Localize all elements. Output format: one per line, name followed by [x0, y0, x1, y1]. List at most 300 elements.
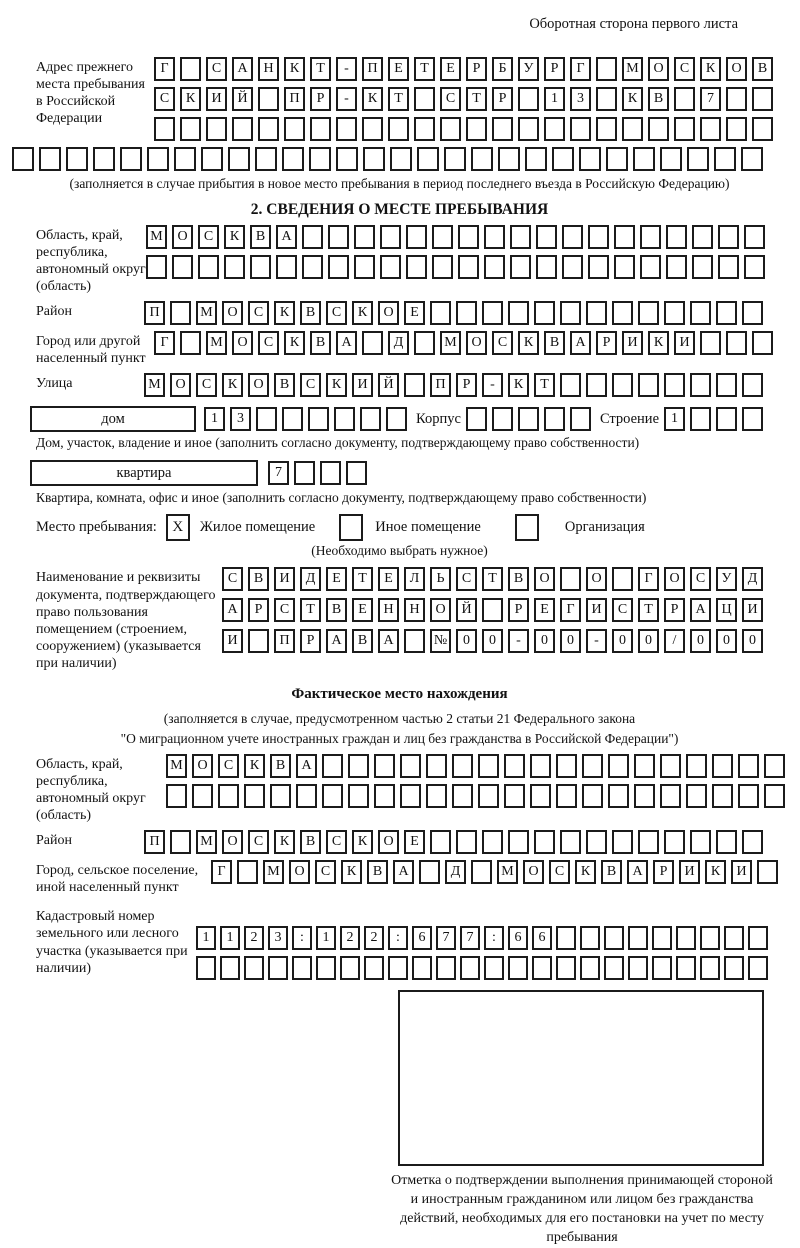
- char-cell[interactable]: Й: [378, 373, 399, 397]
- char-cell[interactable]: 2: [340, 926, 360, 950]
- char-cell[interactable]: И: [731, 860, 752, 884]
- char-cell[interactable]: [309, 147, 331, 171]
- char-cell[interactable]: [588, 255, 609, 279]
- residence-checkbox-inoe[interactable]: [339, 514, 363, 541]
- char-cell[interactable]: [426, 754, 447, 778]
- char-cell[interactable]: [674, 87, 695, 111]
- char-cell[interactable]: Р: [310, 87, 331, 111]
- char-cell[interactable]: Р: [300, 629, 321, 653]
- char-cell[interactable]: [530, 754, 551, 778]
- char-cell[interactable]: К: [180, 87, 201, 111]
- char-cell[interactable]: [180, 57, 201, 81]
- char-cell[interactable]: В: [352, 629, 373, 653]
- char-cell[interactable]: [628, 926, 648, 950]
- char-cell[interactable]: [276, 255, 297, 279]
- char-cell[interactable]: [596, 87, 617, 111]
- char-cell[interactable]: [166, 784, 187, 808]
- char-cell[interactable]: [640, 225, 661, 249]
- char-cell[interactable]: Л: [404, 567, 425, 591]
- char-cell[interactable]: С: [196, 373, 217, 397]
- char-cell[interactable]: В: [270, 754, 291, 778]
- char-cell[interactable]: И: [622, 331, 643, 355]
- char-cell[interactable]: [556, 956, 576, 980]
- char-cell[interactable]: [456, 830, 477, 854]
- char-cell[interactable]: С: [222, 567, 243, 591]
- char-cell[interactable]: Е: [404, 830, 425, 854]
- char-cell[interactable]: [562, 255, 583, 279]
- char-cell[interactable]: [206, 117, 227, 141]
- char-cell[interactable]: К: [362, 87, 383, 111]
- char-cell[interactable]: С: [326, 830, 347, 854]
- char-cell[interactable]: [250, 255, 271, 279]
- char-cell[interactable]: [456, 301, 477, 325]
- char-cell[interactable]: [634, 754, 655, 778]
- char-cell[interactable]: [482, 301, 503, 325]
- char-cell[interactable]: Е: [378, 567, 399, 591]
- char-cell[interactable]: О: [289, 860, 310, 884]
- char-cell[interactable]: О: [248, 373, 269, 397]
- char-cell[interactable]: 7: [268, 461, 289, 485]
- char-cell[interactable]: 7: [460, 926, 480, 950]
- char-cell[interactable]: С: [674, 57, 695, 81]
- char-cell[interactable]: Т: [466, 87, 487, 111]
- char-cell[interactable]: /: [664, 629, 685, 653]
- char-cell[interactable]: С: [274, 598, 295, 622]
- char-cell[interactable]: [518, 407, 539, 431]
- char-cell[interactable]: [484, 255, 505, 279]
- char-cell[interactable]: В: [274, 373, 295, 397]
- char-cell[interactable]: 1: [204, 407, 225, 431]
- char-cell[interactable]: [220, 956, 240, 980]
- char-cell[interactable]: [340, 956, 360, 980]
- char-cell[interactable]: [508, 301, 529, 325]
- char-cell[interactable]: -: [586, 629, 607, 653]
- char-cell[interactable]: К: [284, 331, 305, 355]
- char-cell[interactable]: О: [586, 567, 607, 591]
- char-cell[interactable]: Д: [742, 567, 763, 591]
- char-cell[interactable]: [224, 255, 245, 279]
- char-cell[interactable]: В: [601, 860, 622, 884]
- char-cell[interactable]: [284, 117, 305, 141]
- char-cell[interactable]: А: [690, 598, 711, 622]
- char-cell[interactable]: [400, 754, 421, 778]
- char-cell[interactable]: [552, 147, 574, 171]
- char-cell[interactable]: С: [198, 225, 219, 249]
- char-cell[interactable]: Р: [508, 598, 529, 622]
- char-cell[interactable]: П: [144, 301, 165, 325]
- char-cell[interactable]: [752, 117, 773, 141]
- char-cell[interactable]: [614, 225, 635, 249]
- char-cell[interactable]: [322, 784, 343, 808]
- char-cell[interactable]: [302, 225, 323, 249]
- char-cell[interactable]: В: [752, 57, 773, 81]
- char-cell[interactable]: [354, 225, 375, 249]
- char-cell[interactable]: 7: [700, 87, 721, 111]
- char-cell[interactable]: К: [518, 331, 539, 355]
- char-cell[interactable]: [534, 301, 555, 325]
- char-cell[interactable]: [660, 784, 681, 808]
- char-cell[interactable]: 0: [560, 629, 581, 653]
- char-cell[interactable]: [484, 225, 505, 249]
- char-cell[interactable]: [282, 407, 303, 431]
- char-cell[interactable]: [308, 407, 329, 431]
- char-cell[interactable]: [614, 255, 635, 279]
- char-cell[interactable]: [458, 225, 479, 249]
- char-cell[interactable]: [718, 255, 739, 279]
- char-cell[interactable]: К: [274, 830, 295, 854]
- char-cell[interactable]: [534, 830, 555, 854]
- char-cell[interactable]: А: [393, 860, 414, 884]
- char-cell[interactable]: [690, 373, 711, 397]
- char-cell[interactable]: К: [224, 225, 245, 249]
- char-cell[interactable]: [752, 331, 773, 355]
- char-cell[interactable]: [482, 598, 503, 622]
- char-cell[interactable]: [360, 407, 381, 431]
- char-cell[interactable]: [686, 754, 707, 778]
- char-cell[interactable]: [336, 147, 358, 171]
- char-cell[interactable]: [458, 255, 479, 279]
- char-cell[interactable]: О: [664, 567, 685, 591]
- char-cell[interactable]: С: [218, 754, 239, 778]
- char-cell[interactable]: [400, 784, 421, 808]
- char-cell[interactable]: 1: [220, 926, 240, 950]
- char-cell[interactable]: М: [146, 225, 167, 249]
- char-cell[interactable]: 3: [230, 407, 251, 431]
- char-cell[interactable]: В: [326, 598, 347, 622]
- char-cell[interactable]: [404, 629, 425, 653]
- char-cell[interactable]: П: [430, 373, 451, 397]
- char-cell[interactable]: -: [508, 629, 529, 653]
- char-cell[interactable]: 1: [544, 87, 565, 111]
- char-cell[interactable]: [718, 225, 739, 249]
- char-cell[interactable]: И: [674, 331, 695, 355]
- char-cell[interactable]: П: [284, 87, 305, 111]
- char-cell[interactable]: [328, 255, 349, 279]
- residence-checkbox-zhiloe[interactable]: X: [166, 514, 190, 541]
- char-cell[interactable]: [510, 225, 531, 249]
- char-cell[interactable]: В: [648, 87, 669, 111]
- char-cell[interactable]: [596, 57, 617, 81]
- char-cell[interactable]: [562, 225, 583, 249]
- char-cell[interactable]: 1: [316, 926, 336, 950]
- char-cell[interactable]: [232, 117, 253, 141]
- char-cell[interactable]: В: [300, 301, 321, 325]
- char-cell[interactable]: [414, 331, 435, 355]
- char-cell[interactable]: Е: [388, 57, 409, 81]
- char-cell[interactable]: [492, 407, 513, 431]
- char-cell[interactable]: Г: [638, 567, 659, 591]
- char-cell[interactable]: [244, 784, 265, 808]
- char-cell[interactable]: В: [250, 225, 271, 249]
- char-cell[interactable]: [676, 956, 696, 980]
- char-cell[interactable]: [388, 956, 408, 980]
- char-cell[interactable]: С: [315, 860, 336, 884]
- char-cell[interactable]: Н: [378, 598, 399, 622]
- char-cell[interactable]: [652, 926, 672, 950]
- char-cell[interactable]: [716, 301, 737, 325]
- char-cell[interactable]: В: [367, 860, 388, 884]
- char-cell[interactable]: [320, 461, 341, 485]
- char-cell[interactable]: [510, 255, 531, 279]
- char-cell[interactable]: [492, 117, 513, 141]
- char-cell[interactable]: У: [518, 57, 539, 81]
- char-cell[interactable]: В: [300, 830, 321, 854]
- char-cell[interactable]: [426, 784, 447, 808]
- char-cell[interactable]: Т: [482, 567, 503, 591]
- char-cell[interactable]: С: [440, 87, 461, 111]
- residence-checkbox-org[interactable]: [515, 514, 539, 541]
- char-cell[interactable]: [504, 784, 525, 808]
- char-cell[interactable]: К: [222, 373, 243, 397]
- char-cell[interactable]: А: [276, 225, 297, 249]
- char-cell[interactable]: [726, 331, 747, 355]
- char-cell[interactable]: [147, 147, 169, 171]
- char-cell[interactable]: [660, 147, 682, 171]
- char-cell[interactable]: И: [206, 87, 227, 111]
- char-cell[interactable]: [270, 784, 291, 808]
- char-cell[interactable]: К: [648, 331, 669, 355]
- char-cell[interactable]: [582, 754, 603, 778]
- char-cell[interactable]: М: [196, 301, 217, 325]
- char-cell[interactable]: [518, 117, 539, 141]
- char-cell[interactable]: М: [622, 57, 643, 81]
- char-cell[interactable]: [466, 407, 487, 431]
- char-cell[interactable]: [268, 956, 288, 980]
- char-cell[interactable]: №: [430, 629, 451, 653]
- char-cell[interactable]: К: [284, 57, 305, 81]
- char-cell[interactable]: [712, 754, 733, 778]
- char-cell[interactable]: [336, 117, 357, 141]
- char-cell[interactable]: [724, 956, 744, 980]
- char-cell[interactable]: О: [726, 57, 747, 81]
- char-cell[interactable]: Т: [534, 373, 555, 397]
- char-cell[interactable]: [362, 117, 383, 141]
- char-cell[interactable]: Е: [404, 301, 425, 325]
- char-cell[interactable]: [674, 117, 695, 141]
- char-cell[interactable]: [612, 301, 633, 325]
- char-cell[interactable]: 1: [664, 407, 685, 431]
- char-cell[interactable]: [146, 255, 167, 279]
- char-cell[interactable]: [716, 407, 737, 431]
- char-cell[interactable]: [579, 147, 601, 171]
- char-cell[interactable]: [676, 926, 696, 950]
- char-cell[interactable]: В: [248, 567, 269, 591]
- char-cell[interactable]: М: [144, 373, 165, 397]
- char-cell[interactable]: [712, 784, 733, 808]
- char-cell[interactable]: [748, 926, 768, 950]
- char-cell[interactable]: [560, 567, 581, 591]
- char-cell[interactable]: [504, 754, 525, 778]
- char-cell[interactable]: А: [336, 331, 357, 355]
- char-cell[interactable]: С: [326, 301, 347, 325]
- char-cell[interactable]: [66, 147, 88, 171]
- char-cell[interactable]: [640, 255, 661, 279]
- char-cell[interactable]: [192, 784, 213, 808]
- char-cell[interactable]: Р: [653, 860, 674, 884]
- char-cell[interactable]: 3: [268, 926, 288, 950]
- char-cell[interactable]: [362, 331, 383, 355]
- char-cell[interactable]: О: [523, 860, 544, 884]
- char-cell[interactable]: Ь: [430, 567, 451, 591]
- char-cell[interactable]: [582, 784, 603, 808]
- char-cell[interactable]: [363, 147, 385, 171]
- char-cell[interactable]: О: [232, 331, 253, 355]
- char-cell[interactable]: К: [352, 301, 373, 325]
- char-cell[interactable]: [606, 147, 628, 171]
- char-cell[interactable]: [544, 117, 565, 141]
- char-cell[interactable]: Т: [310, 57, 331, 81]
- char-cell[interactable]: [652, 956, 672, 980]
- char-cell[interactable]: Е: [352, 598, 373, 622]
- char-cell[interactable]: [432, 255, 453, 279]
- char-cell[interactable]: Е: [326, 567, 347, 591]
- char-cell[interactable]: [764, 754, 785, 778]
- char-cell[interactable]: О: [534, 567, 555, 591]
- char-cell[interactable]: [612, 567, 633, 591]
- char-cell[interactable]: И: [679, 860, 700, 884]
- char-cell[interactable]: [478, 754, 499, 778]
- char-cell[interactable]: Д: [445, 860, 466, 884]
- char-cell[interactable]: [666, 255, 687, 279]
- char-cell[interactable]: [498, 147, 520, 171]
- char-cell[interactable]: Р: [544, 57, 565, 81]
- char-cell[interactable]: У: [716, 567, 737, 591]
- char-cell[interactable]: [608, 754, 629, 778]
- char-cell[interactable]: [417, 147, 439, 171]
- char-cell[interactable]: [170, 301, 191, 325]
- char-cell[interactable]: К: [244, 754, 265, 778]
- char-cell[interactable]: И: [222, 629, 243, 653]
- char-cell[interactable]: [248, 629, 269, 653]
- char-cell[interactable]: [348, 784, 369, 808]
- char-cell[interactable]: [404, 373, 425, 397]
- char-cell[interactable]: [310, 117, 331, 141]
- char-cell[interactable]: [560, 301, 581, 325]
- char-cell[interactable]: [544, 407, 565, 431]
- char-cell[interactable]: [374, 754, 395, 778]
- char-cell[interactable]: С: [154, 87, 175, 111]
- char-cell[interactable]: [386, 407, 407, 431]
- char-cell[interactable]: [664, 373, 685, 397]
- char-cell[interactable]: [174, 147, 196, 171]
- char-cell[interactable]: [726, 87, 747, 111]
- char-cell[interactable]: [634, 784, 655, 808]
- char-cell[interactable]: О: [192, 754, 213, 778]
- char-cell[interactable]: Г: [570, 57, 591, 81]
- char-cell[interactable]: :: [292, 926, 312, 950]
- char-cell[interactable]: Д: [388, 331, 409, 355]
- char-cell[interactable]: С: [549, 860, 570, 884]
- char-cell[interactable]: С: [492, 331, 513, 355]
- char-cell[interactable]: [292, 956, 312, 980]
- char-cell[interactable]: [560, 373, 581, 397]
- char-cell[interactable]: 6: [412, 926, 432, 950]
- char-cell[interactable]: А: [296, 754, 317, 778]
- char-cell[interactable]: 1: [196, 926, 216, 950]
- char-cell[interactable]: Р: [456, 373, 477, 397]
- char-cell[interactable]: К: [575, 860, 596, 884]
- char-cell[interactable]: [690, 301, 711, 325]
- char-cell[interactable]: [570, 407, 591, 431]
- char-cell[interactable]: -: [336, 87, 357, 111]
- char-cell[interactable]: [471, 860, 492, 884]
- char-cell[interactable]: [484, 956, 504, 980]
- char-cell[interactable]: [460, 956, 480, 980]
- char-cell[interactable]: А: [222, 598, 243, 622]
- char-cell[interactable]: Т: [388, 87, 409, 111]
- char-cell[interactable]: [256, 407, 277, 431]
- char-cell[interactable]: Е: [440, 57, 461, 81]
- char-cell[interactable]: О: [378, 301, 399, 325]
- char-cell[interactable]: [414, 87, 435, 111]
- char-cell[interactable]: К: [341, 860, 362, 884]
- char-cell[interactable]: С: [206, 57, 227, 81]
- char-cell[interactable]: [570, 117, 591, 141]
- char-cell[interactable]: [170, 830, 191, 854]
- char-cell[interactable]: [198, 255, 219, 279]
- char-cell[interactable]: [660, 754, 681, 778]
- char-cell[interactable]: О: [172, 225, 193, 249]
- char-cell[interactable]: [482, 830, 503, 854]
- char-cell[interactable]: [201, 147, 223, 171]
- char-cell[interactable]: [633, 147, 655, 171]
- char-cell[interactable]: [419, 860, 440, 884]
- char-cell[interactable]: [508, 830, 529, 854]
- char-cell[interactable]: [690, 407, 711, 431]
- char-cell[interactable]: 3: [570, 87, 591, 111]
- char-cell[interactable]: [586, 830, 607, 854]
- char-cell[interactable]: Е: [534, 598, 555, 622]
- char-cell[interactable]: М: [497, 860, 518, 884]
- char-cell[interactable]: [255, 147, 277, 171]
- char-cell[interactable]: К: [622, 87, 643, 111]
- char-cell[interactable]: Т: [352, 567, 373, 591]
- char-cell[interactable]: [228, 147, 250, 171]
- char-cell[interactable]: [466, 117, 487, 141]
- char-cell[interactable]: [452, 754, 473, 778]
- char-cell[interactable]: О: [170, 373, 191, 397]
- char-cell[interactable]: [556, 784, 577, 808]
- char-cell[interactable]: Т: [638, 598, 659, 622]
- char-cell[interactable]: 2: [364, 926, 384, 950]
- char-cell[interactable]: П: [144, 830, 165, 854]
- char-cell[interactable]: О: [222, 301, 243, 325]
- char-cell[interactable]: [742, 407, 763, 431]
- char-cell[interactable]: [738, 784, 759, 808]
- char-cell[interactable]: М: [440, 331, 461, 355]
- char-cell[interactable]: [478, 784, 499, 808]
- char-cell[interactable]: [638, 301, 659, 325]
- char-cell[interactable]: [406, 255, 427, 279]
- char-cell[interactable]: В: [544, 331, 565, 355]
- char-cell[interactable]: [622, 117, 643, 141]
- char-cell[interactable]: [294, 461, 315, 485]
- char-cell[interactable]: С: [248, 830, 269, 854]
- char-cell[interactable]: [316, 956, 336, 980]
- char-cell[interactable]: [452, 784, 473, 808]
- char-cell[interactable]: [374, 784, 395, 808]
- char-cell[interactable]: 2: [244, 926, 264, 950]
- char-cell[interactable]: 6: [532, 926, 552, 950]
- char-cell[interactable]: А: [570, 331, 591, 355]
- char-cell[interactable]: Ц: [716, 598, 737, 622]
- char-cell[interactable]: [172, 255, 193, 279]
- char-cell[interactable]: [638, 373, 659, 397]
- char-cell[interactable]: [580, 956, 600, 980]
- char-cell[interactable]: [518, 87, 539, 111]
- char-cell[interactable]: [432, 225, 453, 249]
- char-cell[interactable]: Й: [232, 87, 253, 111]
